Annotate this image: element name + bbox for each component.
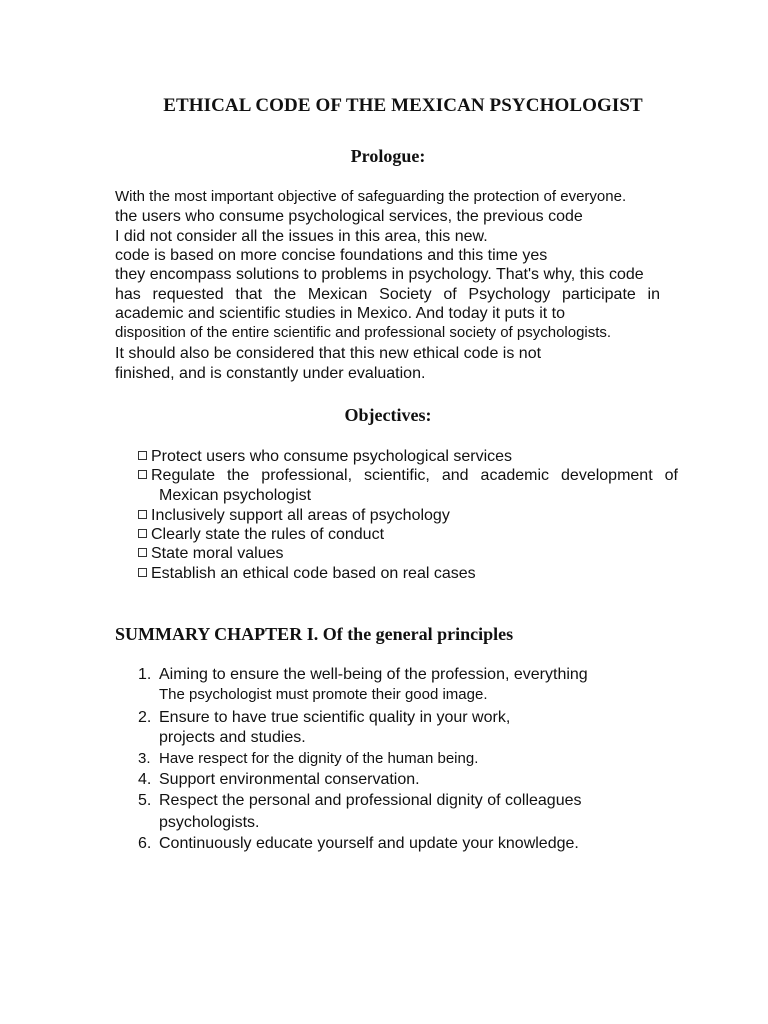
prologue-line: academic and scientific studies in Mexico. And today it puts it to (115, 305, 566, 322)
objective-item: Protect users who consume psychological services (138, 447, 512, 466)
principle-item: 3. Have respect for the dignity of the human being. (138, 750, 479, 767)
prologue-line: they encompass solutions to problems in psychology. That's why, this code (115, 266, 644, 283)
principle-item: 1. Aiming to ensure the well-being of the profession, everything (138, 666, 588, 683)
principle-item-continued: projects and studies. (159, 729, 306, 746)
principle-item: 4. Support environmental conservation. (138, 771, 420, 788)
principle-number: 5. (138, 792, 152, 809)
principle-item: 6. Continuously educate yourself and update your knowledge. (138, 835, 579, 852)
bullet-icon (138, 529, 147, 538)
principle-number: 2. (138, 709, 152, 726)
objective-item: Regulate the professional, scientific, and academic development of (138, 466, 678, 485)
objective-item: Establish an ethical code based on real cases (138, 564, 476, 583)
prologue-line: It should also be considered that this new ethical code is not (115, 345, 542, 362)
principle-number: 4. (138, 771, 152, 788)
principle-item: 2. Ensure to have true scientific quality in your work, (138, 709, 511, 726)
prologue-line: has requested that the Mexican Society of Psychology participate in (115, 286, 660, 303)
prologue-line: code is based on more concise foundations and this time yes (115, 247, 548, 264)
objective-item: Clearly state the rules of conduct (138, 525, 384, 544)
principle-item-continued: The psychologist must promote their good image. (159, 686, 488, 703)
summary-heading: SUMMARY CHAPTER I. Of the general principles (115, 624, 514, 644)
bullet-icon (138, 451, 147, 460)
objective-item-continued: Mexican psychologist (159, 487, 312, 504)
principle-number: 6. (138, 835, 152, 852)
prologue-line: I did not consider all the issues in this area, this new. (115, 228, 488, 245)
bullet-icon (138, 548, 147, 557)
prologue-line: disposition of the entire scientific and professional society of psychologists. (115, 324, 612, 341)
principle-item: 5. Respect the personal and professional dignity of colleagues (138, 792, 582, 809)
bullet-icon (138, 510, 147, 519)
prologue-line: finished, and is constantly under evaluation. (115, 365, 426, 382)
bullet-icon (138, 568, 147, 577)
principle-number: 3. (138, 750, 151, 767)
prologue-line: With the most important objective of safeguarding the protection of everyone. (115, 188, 627, 205)
prologue-heading: Prologue: (350, 146, 426, 166)
objective-item: Inclusively support all areas of psychology (138, 506, 450, 525)
document-title: ETHICAL CODE OF THE MEXICAN PSYCHOLOGIST (163, 95, 643, 116)
prologue-line: the users who consume psychological services, the previous code (115, 208, 583, 225)
principle-number: 1. (138, 666, 152, 683)
objective-item: State moral values (138, 544, 284, 563)
objectives-heading: Objectives: (344, 405, 432, 425)
principle-item-continued: psychologists. (159, 814, 260, 831)
bullet-icon (138, 470, 147, 479)
